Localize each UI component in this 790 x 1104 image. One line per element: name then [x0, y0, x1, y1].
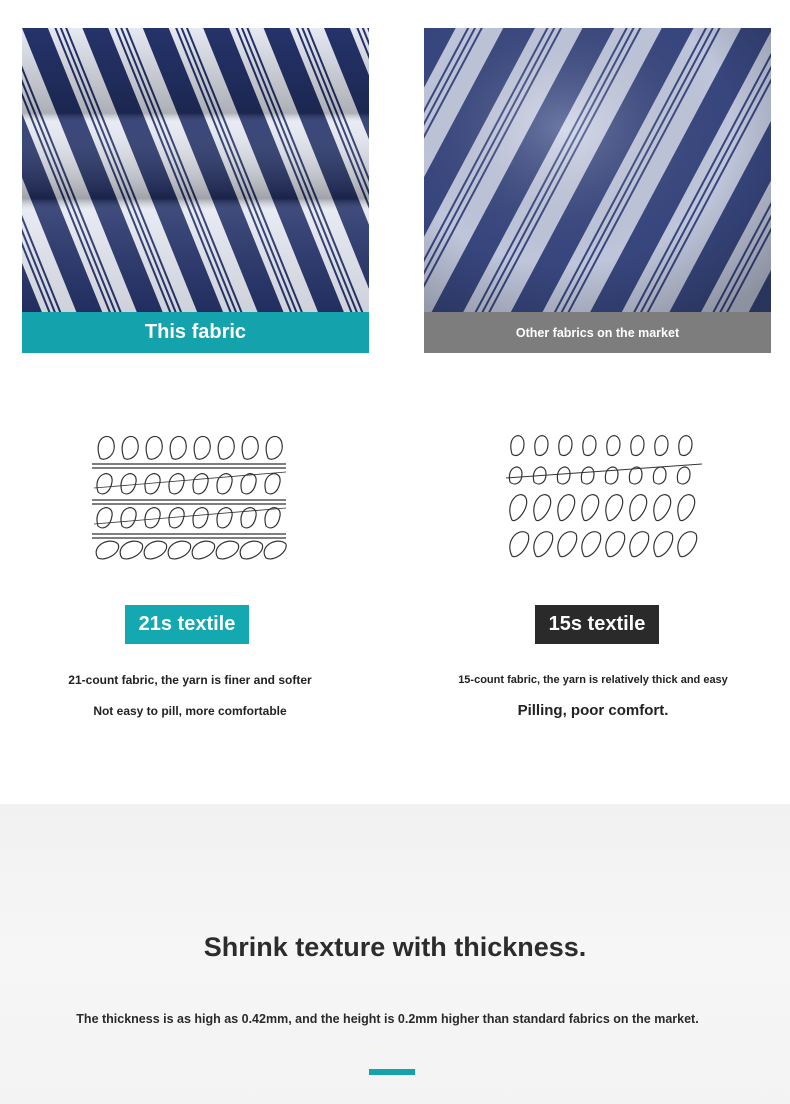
- this-fabric-caption: This fabric: [22, 312, 369, 353]
- fine-yarn-weave-diagram: [90, 428, 290, 562]
- other-fabric-photo-card: [424, 28, 771, 353]
- left-description-line1: 21-count fabric, the yarn is finer and softer: [68, 673, 312, 687]
- right-description-line2: Pilling, poor comfort.: [517, 702, 669, 719]
- striped-fabric-photo: [22, 28, 369, 312]
- other-fabric-caption: Other fabrics on the market: [424, 312, 771, 353]
- 21s-textile-tag: 21s textile: [125, 605, 249, 644]
- left-description-line2: Not easy to pill, more comfortable: [93, 704, 287, 718]
- accent-divider: [369, 1069, 415, 1075]
- striped-fabric-photo: [424, 28, 771, 312]
- 15s-textile-tag: 15s textile: [535, 605, 659, 644]
- right-description-line1: 15-count fabric, the yarn is relatively thick and easy: [458, 674, 728, 686]
- thick-yarn-weave-diagram: [502, 428, 702, 562]
- this-fabric-photo-card: [22, 28, 369, 353]
- feature-subtitle: The thickness is as high as 0.42mm, and the height is 0.2mm higher than standard fabrics on the market.: [76, 1012, 699, 1026]
- feature-title: Shrink texture with thickness.: [203, 932, 587, 962]
